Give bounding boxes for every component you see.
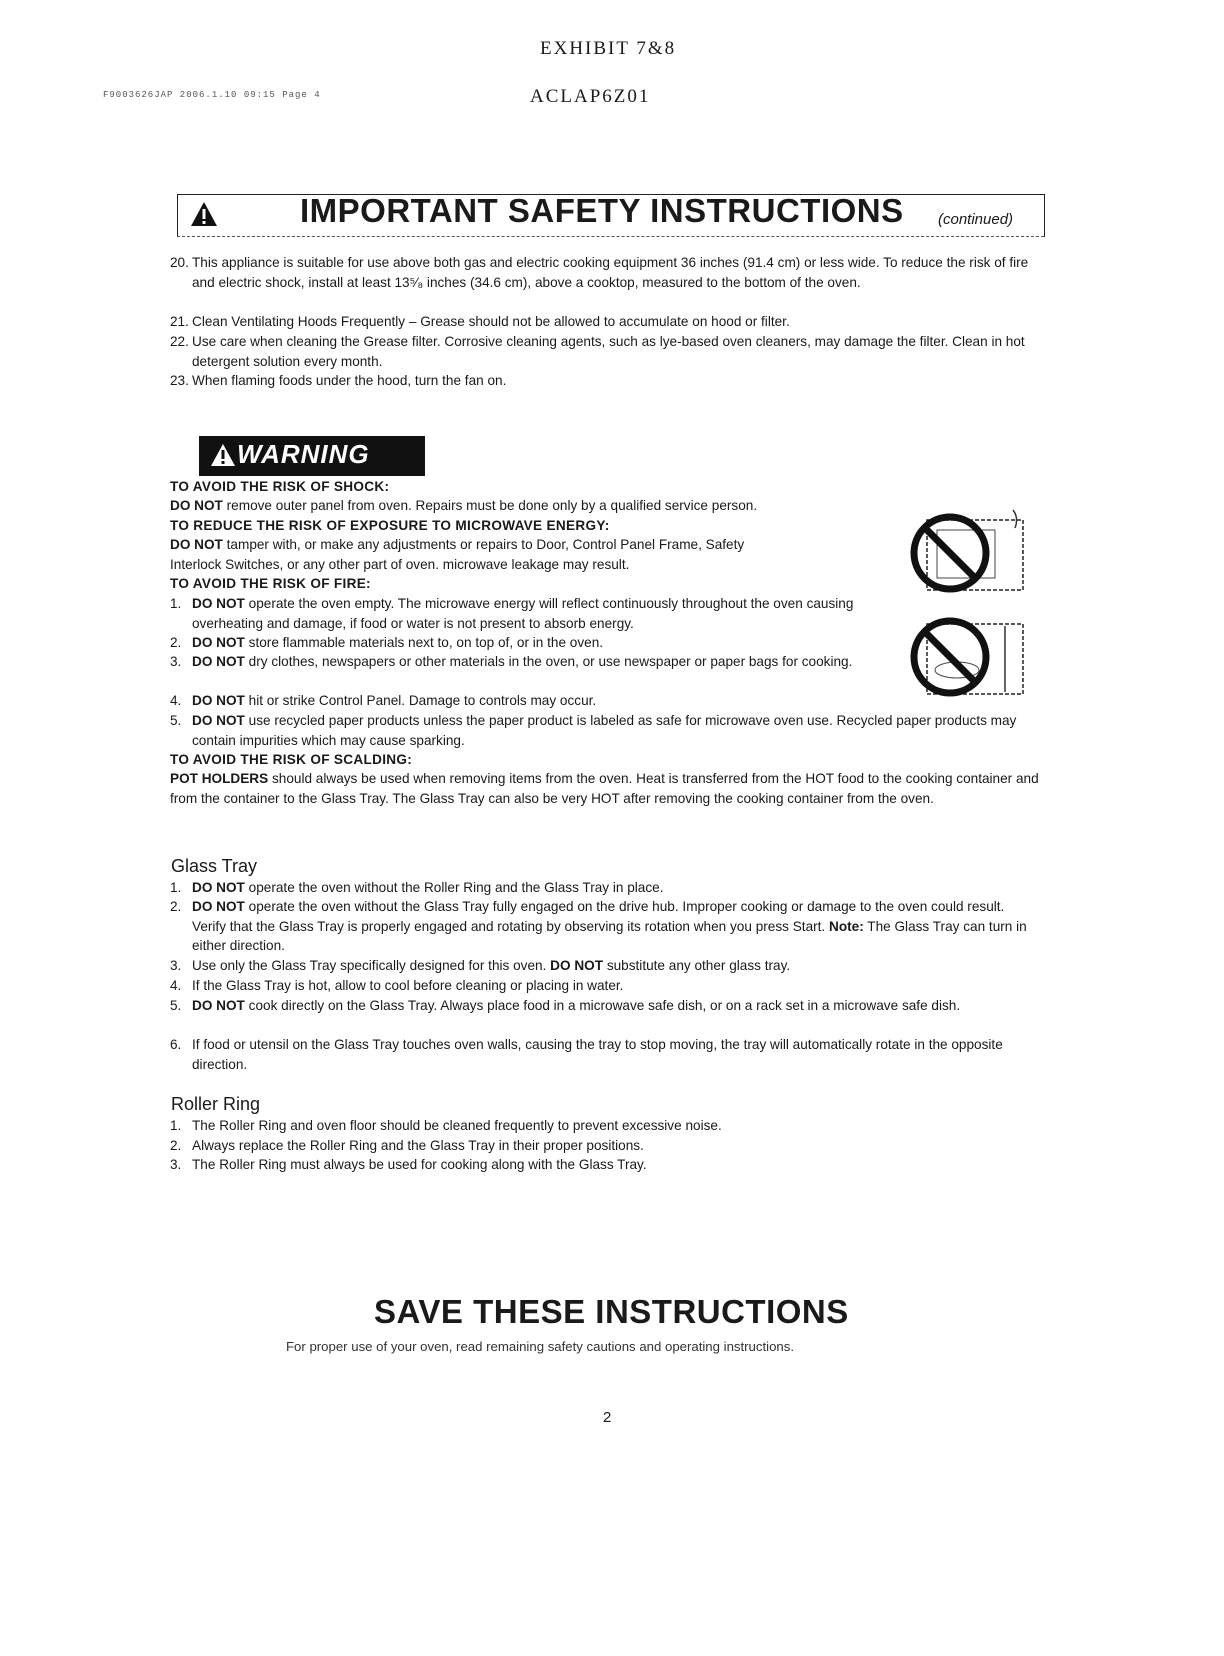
glass-tray-item-5 (170, 996, 1040, 1016)
item-number: 2. (170, 635, 182, 650)
item-text: The Roller Ring must always be used for cooking along with the Glass Tray. (192, 1157, 647, 1172)
instruction-item-22 (170, 332, 1040, 371)
roller-ring-item-1 (170, 1116, 1040, 1136)
item-text (170, 956, 1040, 976)
scald-text-block (170, 769, 1040, 808)
item-number: 3. (170, 1157, 182, 1172)
fax-header-line: F9003626JAP 2006.1.10 09:15 Page 4 (103, 90, 321, 100)
item-number: 1. (170, 880, 182, 895)
do-not-label: DO NOT (192, 713, 245, 728)
glass-tray-text: operate the oven without the Glass Tray fully engaged on the drive hub. Improper cooking or damage to the oven could result. Verify that the Glass Tray is properly engaged and rotating by observing its rotation when you press Start. (192, 899, 1005, 934)
item-text: This appliance is suitable for use above both gas and electric cooking equipment 36 inches (91.4 cm) or less wide. To reduce the risk of fire and electric shock, install at least 13⁵⁄₈ inches (34.6 cm), above a cooktop, measured to the bottom of the oven. (192, 255, 1029, 290)
glass-tray-item-3 (170, 956, 1040, 976)
item-number: 3. (170, 958, 182, 973)
do-not-label: DO NOT (170, 498, 223, 513)
item-number: 3. (170, 654, 182, 669)
do-not-label: DO NOT (192, 596, 245, 611)
scald-paragraph (170, 769, 1040, 808)
item-text (170, 878, 1040, 898)
item-text (170, 633, 910, 653)
fire-header: TO AVOID THE RISK OF FIRE: (170, 576, 371, 591)
item-number: 22. (170, 334, 189, 349)
fire-item-text: hit or strike Control Panel. Damage to controls may occur. (248, 693, 597, 708)
exposure-header: TO REDUCE THE RISK OF EXPOSURE TO MICROWAVE ENERGY: (170, 518, 610, 533)
roller-ring-title: Roller Ring (171, 1094, 261, 1114)
item-text (170, 996, 1040, 1016)
glass-tray-text: cook directly on the Glass Tray. Always place food in a microwave safe dish, or on a rack set in a microwave safe dish. (248, 998, 961, 1013)
fire-item-1 (170, 594, 910, 633)
pot-holders-label: POT HOLDERS (170, 771, 269, 786)
glass-tray-item-1 (170, 878, 1040, 898)
item-number: 1. (170, 596, 182, 611)
do-not-label: DO NOT (192, 635, 245, 650)
item-number: 2. (170, 899, 182, 914)
item-text: Clean Ventilating Hoods Frequently – Grease should not be allowed to accumulate on hood or filter. (192, 314, 790, 329)
title-continued: (continued) (938, 211, 1014, 228)
item-text (170, 711, 1040, 750)
roller-ring-item-2 (170, 1136, 1040, 1156)
item-number: 2. (170, 1138, 182, 1153)
glass-tray-item-6 (170, 1035, 1040, 1074)
item-text (170, 652, 910, 672)
do-not-label: DO NOT (192, 899, 245, 914)
item-number: 6. (170, 1037, 182, 1052)
shock-line (170, 496, 757, 516)
item-number: 4. (170, 978, 182, 993)
item-text: Always replace the Roller Ring and the Glass Tray in their proper positions. (192, 1138, 644, 1153)
instruction-item-23 (170, 371, 1040, 391)
glass-tray-title: Glass Tray (171, 856, 258, 876)
model-number: ACLAP6Z01 (530, 86, 651, 107)
item-text: The Roller Ring and oven floor should be cleaned frequently to prevent excessive noise. (192, 1118, 722, 1133)
item-text: When flaming foods under the hood, turn the fan on. (192, 373, 507, 388)
fire-item-text: operate the oven empty. The microwave energy will reflect continuously throughout the oven causing overheating and damage, if food or water is not present to absorb energy. (192, 596, 854, 631)
warning-banner (199, 436, 425, 476)
roller-ring-item-3 (170, 1155, 1040, 1175)
fire-item-5 (170, 711, 1040, 750)
glass-tray-text-2: substitute any other glass tray. (606, 958, 791, 973)
glass-tray-text: Use only the Glass Tray specifically designed for this oven. (192, 958, 547, 973)
do-not-label: DO NOT (170, 537, 223, 552)
scald-text: should always be used when removing items from the oven. Heat is transferred from the HOT food to the cooking container and from the container to the Glass Tray. The Glass Tray can also be very HOT after removing the cooking container from the oven. (170, 771, 1039, 806)
do-not-label: DO NOT (550, 958, 604, 973)
fire-item-text: dry clothes, newspapers or other materials in the oven, or use newspaper or paper bags for cooking. (248, 654, 853, 669)
do-not-label: DO NOT (192, 693, 245, 708)
do-not-label: DO NOT (192, 880, 245, 895)
fire-item-3 (170, 652, 910, 672)
instruction-item-21 (170, 312, 1040, 332)
page-title: IMPORTANT SAFETY INSTRUCTIONS (300, 192, 904, 229)
page-number: 2 (603, 1409, 612, 1426)
item-number: 4. (170, 693, 182, 708)
instruction-item-20 (170, 253, 1040, 292)
no-operate-empty-icon (905, 612, 1033, 702)
exposure-line-2: Interlock Switches, or any other part of oven. microwave leakage may result. (170, 557, 630, 572)
do-not-label: DO NOT (192, 654, 245, 669)
exhibit-label: EXHIBIT 7&8 (540, 38, 677, 59)
title-underline (177, 236, 1044, 237)
item-text: Use care when cleaning the Grease filter. Corrosive cleaning agents, such as lye-based oven cleaners, may damage the filter. Clean in hot detergent solution every month. (192, 334, 1025, 369)
exposure-line-1 (170, 535, 744, 555)
note-label: Note: (829, 918, 864, 934)
item-number: 21. (170, 314, 189, 329)
glass-tray-item-2 (170, 897, 1040, 956)
item-number: 20. (170, 255, 189, 270)
scald-header: TO AVOID THE RISK OF SCALDING: (170, 752, 413, 767)
save-instructions-subtitle: For proper use of your oven, read remaining safety cautions and operating instructions. (286, 1339, 795, 1354)
item-number: 23. (170, 373, 189, 388)
fire-item-2 (170, 633, 910, 653)
item-text: If food or utensil on the Glass Tray touches oven walls, causing the tray to stop moving, the tray will automatically rotate in the opposite direction. (192, 1037, 1003, 1072)
item-text (170, 691, 910, 711)
save-instructions-title: SAVE THESE INSTRUCTIONS (374, 1293, 849, 1330)
glass-tray-item-4 (170, 976, 1040, 996)
glass-tray-text: operate the oven without the Roller Ring and the Glass Tray in place. (248, 880, 664, 895)
item-text (170, 897, 1040, 956)
shock-text: remove outer panel from oven. Repairs must be done only by a qualified service person. (226, 498, 758, 513)
shock-header: TO AVOID THE RISK OF SHOCK: (170, 479, 390, 494)
item-text: If the Glass Tray is hot, allow to cool before cleaning or placing in water. (192, 978, 624, 993)
exposure-text-1: tamper with, or make any adjustments or repairs to Door, Control Panel Frame, Safety (226, 537, 745, 552)
item-text (170, 594, 910, 633)
no-tamper-door-icon (905, 508, 1033, 598)
fire-item-text: store flammable materials next to, on top of, or in the oven. (248, 635, 604, 650)
fire-item-4 (170, 691, 910, 711)
warning-triangle-icon (190, 201, 218, 227)
note-text: The Glass Tray can turn in either direction. (192, 918, 1027, 954)
warning-label: WARNING (237, 439, 370, 469)
fire-item-text: use recycled paper products unless the paper product is labeled as safe for microwave oven use. Recycled paper products may contain impurities which may cause sparking. (192, 713, 1017, 748)
item-number: 1. (170, 1118, 182, 1133)
item-number: 5. (170, 713, 182, 728)
do-not-label: DO NOT (192, 998, 245, 1013)
warning-triangle-icon (210, 443, 236, 467)
item-number: 5. (170, 998, 182, 1013)
